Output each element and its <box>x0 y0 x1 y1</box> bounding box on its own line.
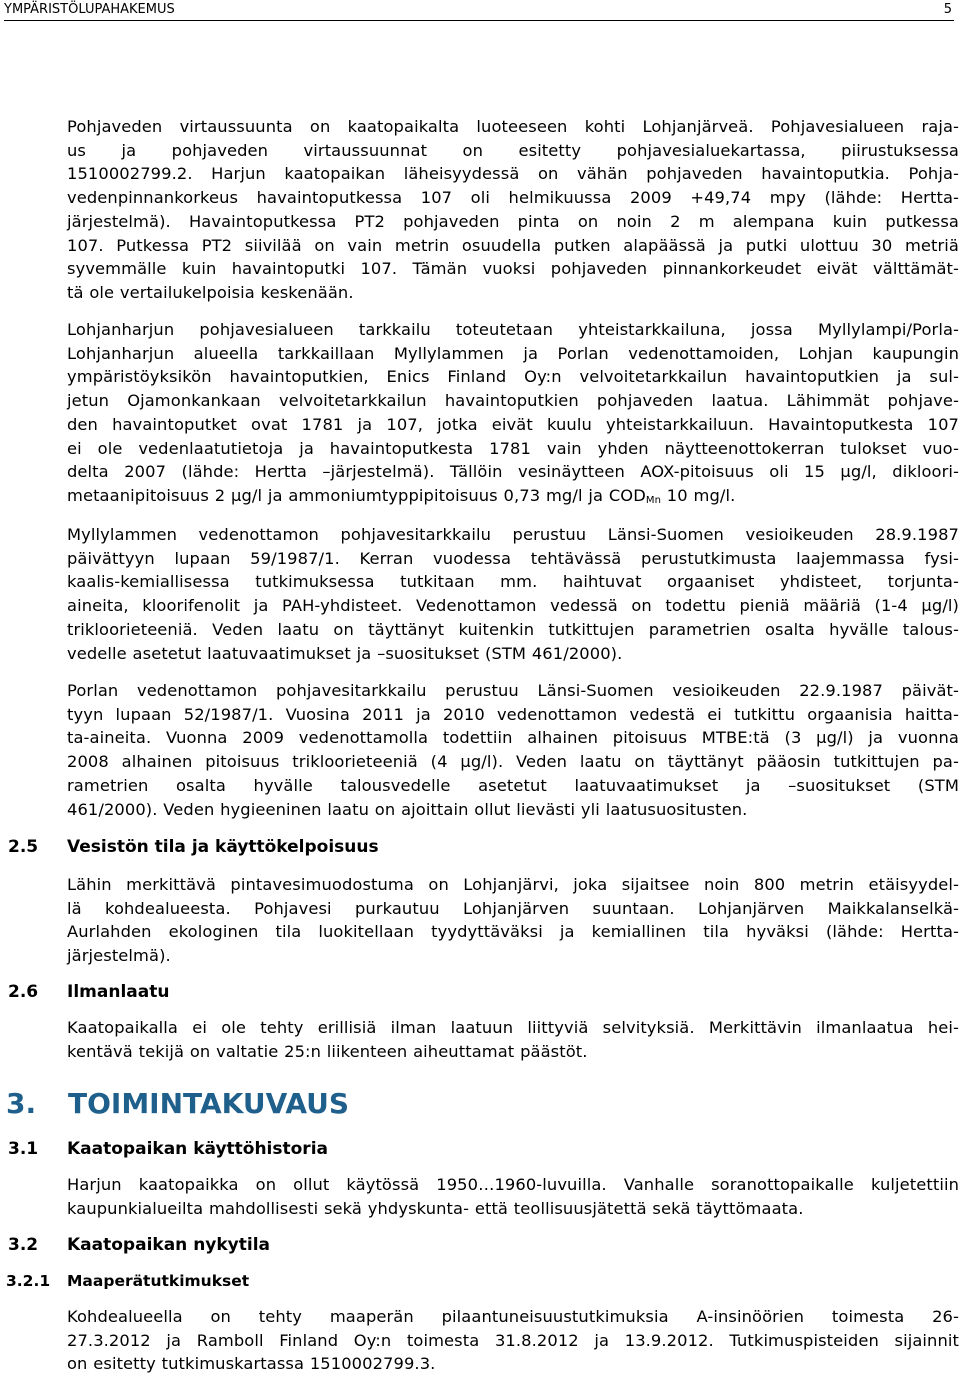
paragraph-line: Harjun kaatopaikka on ollut käytössä 1950…1960-luvuilla. Vanhalle soranottopaikalle kuljetettiin <box>67 1175 959 1194</box>
paragraph-line: aineita, kloorifenolit ja PAH-yhdisteet. Vedenottamon vedessä on todettu pieniä määriä (1-4 µg/l) <box>67 596 959 616</box>
paragraph-line: Kohdealueella on tehty maaperän pilaantuneisuustutkimuksia A-insinöörien toimesta 26- <box>67 1307 959 1326</box>
paragraph-line: Pohjaveden virtaussuunta on kaatopaikalta luoteeseen kohti Lohjanjärveä. Pohjavesialueen raja- <box>67 117 959 136</box>
page-number: 5 <box>943 2 952 17</box>
paragraph-line: rametrien osalta hyvälle talousvedelle asetetut laatuvaatimukset ja –suositukset (STM <box>67 775 959 795</box>
paragraph-line: kentävä tekijä on valtatie 25:n liikenteen aiheuttamat päästöt. <box>67 1041 588 1061</box>
paragraph-line: Myllylammen vedenottamon pohjavesitarkkailu perustuu Länsi-Suomen vesioikeuden 28.9.1987 <box>67 525 959 544</box>
paragraph-line: Lohjanharjun pohjavesialueen tarkkailu toteutetaan yhteistarkkailuna, jossa Myllylampi/Porla- <box>67 320 959 339</box>
paragraph-history <box>67 1173 959 1220</box>
subscript-mn: Mn <box>645 494 662 506</box>
paragraph-line: lä kohdealueesta. Pohjavesi purkautuu Lohjanjärven suuntaan. Lohjanjärven Maikkalanselkä- <box>67 898 959 918</box>
paragraph-lines <box>67 318 959 484</box>
paragraph-line: jetun Ojamonkankaan velvoitetarkkailun havaintoputkien pohjaveden laatua. Lähimmät pohjave- <box>67 391 959 411</box>
paragraph-line: järjestelmä). <box>67 946 171 966</box>
paragraph-line: syvemmälle kuin havaintoputki 107. Tämän vuoksi pohjaveden pinnankorkeudet eivät välttämät- <box>67 259 959 279</box>
paragraph-line: vedelle asetetut laatuvaatimukset ja –suositukset (STM 461/2000). <box>67 643 623 663</box>
paragraph-monitoring <box>67 318 959 508</box>
paragraph-line: 107. Putkessa PT2 siivilää on vain metrin osuudella putken alapäässä ja putki ulottuu 30 metriä <box>67 235 959 255</box>
paragraph-line: ta-aineita. Vuonna 2009 vedenottamolla todettiin alhainen pitoisuus MTBE:tä (3 µg/l) ja vuonna <box>67 728 959 748</box>
paragraph-line: tyyn lupaan 52/1987/1. Vuosina 2011 ja 2010 vedenottamon vedestä ei tutkittu orgaanisia haitta- <box>67 704 959 724</box>
paragraph-line: 1510002799.2. Harjun kaatopaikan läheisyydessä on vähän pohjaveden havaintoputkia. Pohja- <box>67 164 959 184</box>
paragraph-line: Lähin merkittävä pintavesimuodostuma on Lohjanjärvi, joka sijaitsee noin 800 metrin etäisyydel- <box>67 875 959 894</box>
paragraph-line: kaupunkialueilta mahdollisesti sekä yhdyskunta- että teollisuusjätettä sekä täyttömaata. <box>67 1198 804 1218</box>
paragraph-porla <box>67 679 959 821</box>
paragraph-line: kaalis-kemiallisessa tutkimuksessa tutkitaan mm. haihtuvat orgaaniset yhdisteet, torjunta- <box>67 572 959 592</box>
paragraph-line: Lohjanharjun alueella tarkkaillaan Myllylammen ja Porlan vedenottamoiden, Lohjan kaupungin <box>67 343 959 363</box>
paragraph-soil-studies <box>67 1305 959 1376</box>
paragraph-surface-water <box>67 873 959 968</box>
paragraph-line: päivättyyn lupaan 59/1987/1. Kerran vuodessa tehtävässä perustutkimusta laajemmassa fysi- <box>67 548 959 568</box>
paragraph-line: 461/2000). Veden hygieeninen laatu on ajoittain ollut lievästi yli laatusuositusten. <box>67 799 748 819</box>
paragraph-line: vedenpinnankorkeus havaintoputkessa 107 oli helmikuussa 2009 +49,74 mpy (lähde: Hertta- <box>67 188 959 208</box>
paragraph-line: den havaintoputket ovat 1781 ja 107, jotka eivät kuulu yhteistarkkailuun. Havaintoputkesta 107 <box>67 414 959 434</box>
paragraph-line: ympäristöyksikön havaintoputkien, Enics Finland Oy:n velvoitetarkkailun havaintoputkien ja sul- <box>67 367 959 387</box>
paragraph-line: 2008 alhainen pitoisuus trikloorieteeniä (4 µg/l). Veden laatu on täyttänyt pääosin tutkittujen pa- <box>67 752 959 772</box>
paragraph-air-quality <box>67 1016 959 1063</box>
paragraph-myllylampi <box>67 523 959 665</box>
paragraph-line: trikloorieteeniä. Veden laatu on täyttänyt kuitenkin tutkittujen parametrien osalta hyvälle talous- <box>67 619 959 639</box>
paragraph-line: delta 2007 (lähde: Hertta –järjestelmä). Tällöin vesinäytteen AOX-pitoisuus oli 15 µg/l, dikloori- <box>67 462 959 482</box>
document-title: YMPÄRISTÖLUPAHAKEMUS <box>4 2 175 17</box>
paragraph-line: Porlan vedenottamon pohjavesitarkkailu perustuu Länsi-Suomen vesioikeuden 22.9.1987 päivät- <box>67 681 959 700</box>
paragraph-line: us ja pohjaveden virtaussuunnat on esitetty pohjavesialuekartassa, piirustuksessa <box>67 140 959 160</box>
paragraph-last-line: metaanipitoisuus 2 µg/l ja ammoniumtyppipitoisuus 0,73 mg/l ja $COD_{Mn}$ 10 mg/l. <box>67 485 736 506</box>
paragraph-line: Aurlahden ekologinen tila luokitellaan tyydyttäväksi ja kemiallinen tila hyväksi (lähde: Hertta- <box>67 922 959 942</box>
paragraph-line: ei ole vedenlaatutietoja ja havaintoputkesta 1781 vain yhden näytteenottokerran tulokset vuo- <box>67 438 959 458</box>
paragraph-line: järjestelmä). Havaintoputkessa PT2 pohjaveden pinta on noin 2 m alempana kuin putkessa <box>67 211 959 231</box>
paragraph-line: on esitetty tutkimuskartassa 1510002799.3. <box>67 1354 436 1374</box>
page-header <box>4 0 954 21</box>
paragraph-groundwater-flow <box>67 115 959 305</box>
paragraph-line: Kaatopaikalla ei ole tehty erillisiä ilman laatuun liittyviä selvityksiä. Merkittävin ilmanlaatua hei- <box>67 1018 959 1037</box>
paragraph-line: 27.3.2012 ja Ramboll Finland Oy:n toimesta 31.8.2012 ja 13.9.2012. Tutkimuspisteiden sijainnit <box>67 1330 959 1350</box>
paragraph-line: tä ole vertailukelpoisia keskenään. <box>67 282 354 302</box>
